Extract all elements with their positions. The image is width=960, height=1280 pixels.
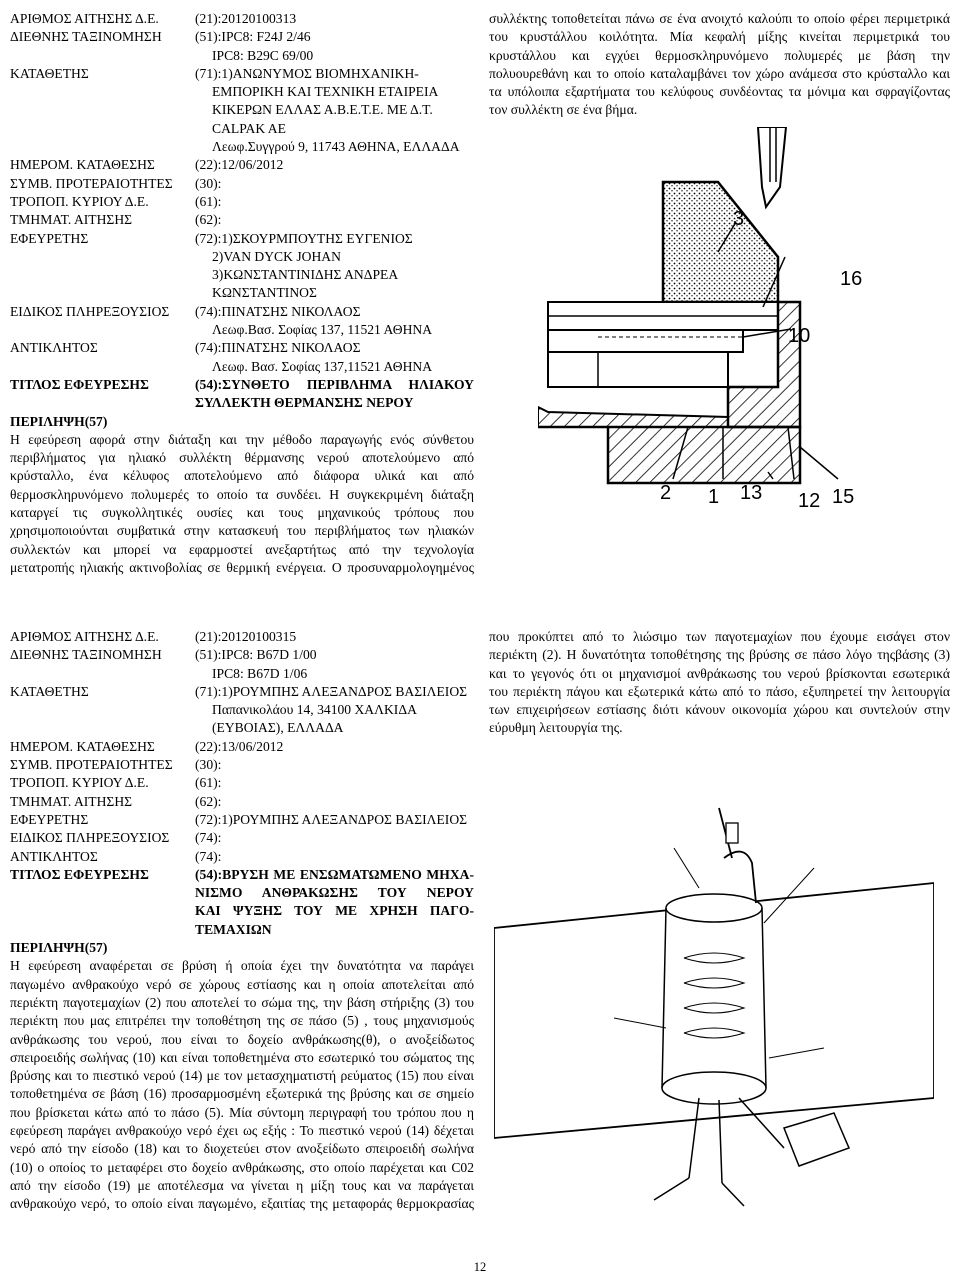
meta-row: [10, 211, 474, 229]
meta-row: [10, 10, 474, 28]
title-line: ΤΕΜΑΧΙΩΝ: [195, 921, 272, 937]
meta-value: (51):IPC8: B67D 1/00: [195, 647, 317, 663]
abstract-line: βρύσης και το πιεστικό νερού (14) με τον μετασχηματιστή ρεύματος (15) που είναι: [10, 1068, 474, 1084]
meta-value: (21):20120100315: [195, 629, 297, 644]
meta-value: (74):ΠΙΝΑΤΣΗΣ ΝΙΚΟΛΑΟΣ: [195, 340, 361, 356]
meta-value: (72):1)ΣΚΟΥΡΜΠΟΥΤΗΣ ΕΥΓΕΝΙΟΣ: [195, 230, 413, 246]
continuation-line: πολυουρεθάνη και το οποίο καταλαμβάνει τον χώρο ανάμεσα στο κρύσταλλο και: [489, 65, 950, 81]
meta-row: [10, 829, 474, 847]
figure-label: 1: [708, 486, 720, 508]
meta-value: (30):: [195, 757, 222, 773]
abstract-line: κρύσταλλο, ένα κέλυφος αποτελούμενο από διάφορα υλικά και από: [10, 468, 474, 484]
meta-value: (22):12/06/2012: [195, 157, 284, 173]
figure-label: 2: [660, 482, 672, 504]
meta-row: [10, 284, 474, 302]
figure-label: 12: [798, 490, 821, 512]
title-label: ΤΙΤΛΟΣ ΕΦΕΥΡΕΣΗΣ: [10, 866, 149, 882]
meta-value: (61):: [195, 193, 222, 209]
continuation-line: και το γεγονός ότι οι μηχανισμοί ανθράκωσης του νερού βρίσκονται εσωτερικά: [489, 665, 950, 681]
record-1-title-block: [10, 376, 474, 413]
continuation-line: συλλέκτης τοποθετείται πάνω σε ένα ανοιχτό καλούπι το οποίο φέρει περιμετρικά: [489, 11, 950, 26]
abstract-line: Η εφεύρεση αφορά στην διάταξη και την μέθοδο παραγωγής ενός σύνθετου: [10, 431, 474, 447]
meta-label: ΣΥΜΒ. ΠΡΟΤΕΡΑΙΟΤΗΤΕΣ: [10, 175, 173, 191]
record-2-title-block: [10, 866, 474, 939]
meta-value: (30):: [195, 175, 222, 191]
meta-value: (72):1)ΡΟΥΜΠΗΣ ΑΛΕΞΑΝΔΡΟΣ ΒΑΣΙΛΕΙΟΣ: [195, 811, 468, 827]
record-2-left-column: [10, 628, 474, 1214]
meta-label: ΣΥΜΒ. ΠΡΟΤΕΡΑΙΟΤΗΤΕΣ: [10, 757, 173, 773]
abstract-line: ανθρακούχο νερό, το οποίο είναι παγωμένο, εξαιτίας της μεταφοράς θερμοκρασίας: [10, 1196, 474, 1212]
meta-value: IPC8: B67D 1/06: [212, 665, 308, 681]
abstract-text: [10, 957, 474, 1213]
abstract-line: εφεύρεση παράγει ανθρακούχο νερό έχει ως εξής : Το πιεστικό νερού (14) δέχεται: [10, 1123, 474, 1139]
meta-value: Παπανικολάου 14, 34100 ΧΑΛΚΙΔΑ: [212, 702, 417, 718]
meta-label: ΗΜΕΡΟΜ. ΚΑΤΑΘΕΣΗΣ: [10, 157, 155, 173]
meta-label: ΑΝΤΙΚΛΗΤΟΣ: [10, 848, 98, 864]
record-1-left-column: [10, 10, 474, 577]
abstract-line: τοποθετημένα σε βάση (16) προσαρμοσμένη εξωτερικά της βρύσης και σε σημείο: [10, 1086, 474, 1102]
meta-label: ΕΦΕΥΡΕΤΗΣ: [10, 230, 89, 246]
meta-label: ΕΙΔΙΚΟΣ ΠΛΗΡΕΞΟΥΣΙΟΣ: [10, 830, 170, 846]
record-2-right-column: [489, 628, 950, 738]
meta-value: (71):1)ΑΝΩΝΥΜΟΣ ΒΙΟΜΗΧΑΝΙΚΗ-: [195, 65, 419, 81]
meta-label: ΑΝΤΙΚΛΗΤΟΣ: [10, 340, 98, 356]
continuation-line: του περιέκτη πάγου και εξωτερικά κάτω από το πάσο, εξυπηρετεί την λειτουργία: [489, 683, 950, 699]
meta-value: (61):: [195, 775, 222, 791]
figure-label: 15: [832, 486, 855, 508]
meta-label: ΤΡΟΠΟΠ. ΚΥΡΙΟΥ Δ.Ε.: [10, 193, 149, 209]
meta-value: (ΕΥΒΟΙΑΣ), ΕΛΛΑΔΑ: [212, 720, 344, 736]
meta-row: [10, 266, 474, 284]
meta-row: [10, 101, 474, 119]
abstract-line: που βρίσκεται κάτω από το πάσο (5). Μία σύντομη περιγραφή του τρόπου που η: [10, 1104, 474, 1120]
page-number: 12: [473, 1260, 487, 1274]
figure-label: 10: [788, 325, 811, 347]
abstract-line: συλλεκτών και μπορεί να εφαρμοστεί ανεξαρτήτως από την τεχνολογία: [10, 541, 474, 557]
record-1-meta: [10, 10, 474, 376]
meta-value: (74):ΠΙΝΑΤΣΗΣ ΝΙΚΟΛΑΟΣ: [195, 303, 361, 319]
meta-value: (62):: [195, 212, 222, 228]
meta-row: [10, 683, 474, 701]
meta-row: [10, 339, 474, 357]
meta-label: ΚΑΤΑΘΕΤΗΣ: [10, 65, 89, 81]
meta-row: [10, 175, 474, 193]
meta-value: (22):13/06/2012: [195, 738, 284, 754]
meta-value: 2)VAN DYCK JOHAN: [212, 248, 341, 264]
abstract-line: από την είσοδο (19) με αποτέλεσμα να γίνεται η μίξη τους και να παράγεται: [10, 1177, 474, 1193]
abstract-line: παγωμένο ανθρακούχο νερό σε χώρους εστίασης και η οποία αποτελείται από: [10, 976, 474, 992]
meta-row: [10, 138, 474, 156]
continuation-line: τον συλλέκτη σε ένα βήμα.: [489, 102, 638, 118]
meta-row: [10, 848, 474, 866]
title-line: (54):ΒΡΥΣΗ ΜΕ ΕΝΣΩΜΑΤΩΜΕΝΟ ΜΗΧΑ-: [195, 866, 474, 882]
abstract-line: περιβλήματος για ηλιακό συλλέκτη θέρμανσης νερού αποτελούμενο από: [10, 450, 474, 466]
record-2-meta: [10, 628, 474, 866]
meta-row: [10, 811, 474, 829]
meta-row: [10, 756, 474, 774]
meta-value: ΚΩΝΣΤΑΝΤΙΝΟΣ: [212, 285, 317, 301]
meta-row: [10, 774, 474, 792]
meta-row: [10, 701, 474, 719]
meta-value: (51):IPC8: F24J 2/46: [195, 29, 311, 45]
continuation-line: τα υπόλοιπα εξαρτήματα του κελύφους συνδέοντας τα μόνιμα και σφραγίζοντας: [489, 84, 950, 100]
abstract-text: [10, 431, 474, 577]
meta-value: IPC8: B29C 69/00: [212, 47, 314, 63]
meta-label: ΑΡΙΘΜΟΣ ΑΙΤΗΣΗΣ Δ.Ε.: [10, 629, 159, 644]
abstract-line: (10) ο οποίος το μεταφέρει στο δοχείο ανθράκωσης, στο οποίο παρέχεται και C02: [10, 1159, 474, 1175]
abstract-line: χρησιμοποιούνται συμβατικά στην κατασκευή του περιβλήματος των ηλιακών: [10, 523, 474, 539]
meta-row: [10, 248, 474, 266]
meta-row: [10, 156, 474, 174]
meta-row: [10, 738, 474, 756]
meta-label: ΕΦΕΥΡΕΤΗΣ: [10, 811, 89, 827]
title-line: ΣΥΛΛΕΚΤΗ ΘΕΡΜΑΝΣΗΣ ΝΕΡΟΥ: [195, 395, 414, 411]
abstract-line: καταργεί τις συγκολλητικές ουσίες και τους μηχανικούς τρόπους που: [10, 505, 474, 521]
meta-row: [10, 28, 474, 46]
abstract-line: θερμοσκληρυνόμενο πολυμερές το οποίο τα συνδέει. Η συγκεκριμένη διάταξη: [10, 486, 474, 502]
meta-value: (74):: [195, 848, 222, 864]
meta-row: [10, 793, 474, 811]
meta-row: [10, 120, 474, 138]
abstract-line: σπειροειδής σωλήνας (10) και είναι τοποθετημένα στο εσωτερικό του σώματος της: [10, 1049, 474, 1065]
title-line: ΝΙΣΜΟ ΑΝΘΡΑΚΩΣΗΣ ΤΟΥ ΝΕΡΟΥ: [195, 885, 474, 901]
meta-label: ΑΡΙΘΜΟΣ ΑΙΤΗΣΗΣ Δ.Ε.: [10, 11, 159, 26]
abstract-continuation: [489, 628, 950, 738]
abstract-line: περιέκτη παγοτεμαχίων (2) που αποτελεί το σώμα της, την βάση στήριξης (3) του: [10, 994, 474, 1010]
meta-row: [10, 230, 474, 248]
meta-value: 3)ΚΩΝΣΤΑΝΤΙΝΙΔΗΣ ΑΝΔΡΕΑ: [212, 267, 399, 283]
meta-value: (74):: [195, 830, 222, 846]
record-1-right-column: [489, 10, 950, 512]
abstract-line: Η εφεύρεση αναφέρεται σε βρύση ή οποία έχει την δυνατότητα να παράγει: [10, 958, 474, 974]
meta-value: ΕΜΠΟΡΙΚΗ ΚΑΙ ΤΕΧΝΙΚΗ ΕΤΑΙΡΕΙΑ: [212, 84, 439, 100]
solar-collector-cross-section-drawing: [538, 127, 938, 527]
abstract-line: ανθράκωσης του νερού, που είναι το δοχείο ανθράκωσης(θ), ο ανοξείδωτος: [10, 1031, 474, 1047]
meta-row: [10, 665, 474, 683]
meta-label: ΤΡΟΠΟΠ. ΚΥΡΙΟΥ Δ.Ε.: [10, 775, 149, 791]
meta-row: [10, 303, 474, 321]
meta-row: [10, 358, 474, 376]
continuation-line: κρυστάλλου και εγχύει θερμοσκληρυνόμενο πολυμερές με βάση την: [489, 47, 950, 63]
continuation-line: του κρυστάλλου κοιλότητα. Μία κεφαλή μίξης κινείται περιμετρικά του: [489, 29, 950, 45]
meta-row: [10, 646, 474, 664]
meta-value: Λεωφ.Συγγρού 9, 11743 ΑΘΗΝΑ, ΕΛΛΑΔΑ: [212, 139, 460, 155]
abstract-continuation: [489, 10, 950, 120]
meta-value: (21):20120100313: [195, 11, 297, 26]
continuation-line: εύρυθμη λειτουργία της.: [489, 720, 623, 736]
meta-value: (62):: [195, 793, 222, 809]
meta-value: Λεωφ.Βασ. Σοφίας 137, 11521 ΑΘΗΝΑ: [212, 322, 433, 338]
meta-row: [10, 65, 474, 83]
meta-label: ΚΑΤΑΘΕΤΗΣ: [10, 683, 89, 699]
meta-label: ΔΙΕΘΝΗΣ ΤΑΞΙΝΟΜΗΣΗ: [10, 647, 162, 663]
continuation-line: που προκύπτει από το λιώσιμο των παγοτεμαχίων που έχουμε εισάγει στον: [489, 629, 950, 644]
meta-label: ΤΜΗΜΑΤ. ΑΙΤΗΣΗΣ: [10, 212, 133, 228]
title-line: ΚΑΙ ΨΥΞΗΣ ΤΟΥ ΜΕ ΧΡΗΣΗ ΠΑΓΟ-: [195, 903, 474, 919]
title-label: ΤΙΤΛΟΣ ΕΦΕΥΡΕΣΗΣ: [10, 376, 149, 392]
abstract-line: μετατροπής ηλιακής ακτινοβολίας σε θερμική ενέργεια. Ο προσυναρμολογημένος: [10, 559, 474, 575]
meta-value: CALPAK AE: [212, 120, 286, 136]
continuation-line: περιέκτη (2). Η δυνατότητα τοποθέτησης της βρύσης σε πάσο λόγο τηςβάσης (3): [489, 647, 950, 663]
continuation-line: των επιχειρήσεων εστίασης διότι κάνουν οικονομία χώρου και συντελούν στην: [489, 702, 950, 718]
meta-label: ΗΜΕΡΟΜ. ΚΑΤΑΘΕΣΗΣ: [10, 738, 155, 754]
meta-row: [10, 193, 474, 211]
figure-label: 13: [740, 482, 763, 504]
figure-label: 16: [840, 268, 863, 290]
abstract-heading: ΠΕΡΙΛΗΨΗ(57): [10, 413, 108, 429]
meta-row: [10, 628, 474, 646]
meta-row: [10, 719, 474, 737]
meta-label: ΕΙΔΙΚΟΣ ΠΛΗΡΕΞΟΥΣΙΟΣ: [10, 303, 170, 319]
meta-value: Λεωφ. Βασ. Σοφίας 137,11521 ΑΘΗΝΑ: [212, 358, 433, 374]
meta-value: ΚΙΚΕΡΩΝ ΕΛΛΑΣ Α.Β.Ε.Τ.Ε. ΜΕ Δ.Τ.: [212, 102, 433, 118]
meta-row: [10, 83, 474, 101]
abstract-heading: ΠΕΡΙΛΗΨΗ(57): [10, 940, 108, 956]
title-line: (54):ΣΥΝΘΕΤΟ ΠΕΡΙΒΛΗΜΑ ΗΛΙΑΚΟΥ: [195, 376, 474, 392]
carbonated-water-tap-drawing: [494, 788, 934, 1208]
meta-row: [10, 321, 474, 339]
figure-label: 3: [733, 208, 745, 230]
abstract-line: περιέκτη που μας επιτρέπει την τοποθέτηση της σε πάσο (5) , τους μηχανισμούς: [10, 1013, 474, 1029]
abstract-line: νερό από την είσοδο (18) και το διοχετεύει στον ανοξείδωτο σπειροειδή σωλήνα: [10, 1141, 474, 1157]
meta-value: (71):1)ΡΟΥΜΠΗΣ ΑΛΕΞΑΝΔΡΟΣ ΒΑΣΙΛΕΙΟΣ: [195, 683, 468, 699]
meta-row: [10, 47, 474, 65]
meta-label: ΤΜΗΜΑΤ. ΑΙΤΗΣΗΣ: [10, 793, 133, 809]
meta-label: ΔΙΕΘΝΗΣ ΤΑΞΙΝΟΜΗΣΗ: [10, 29, 162, 45]
